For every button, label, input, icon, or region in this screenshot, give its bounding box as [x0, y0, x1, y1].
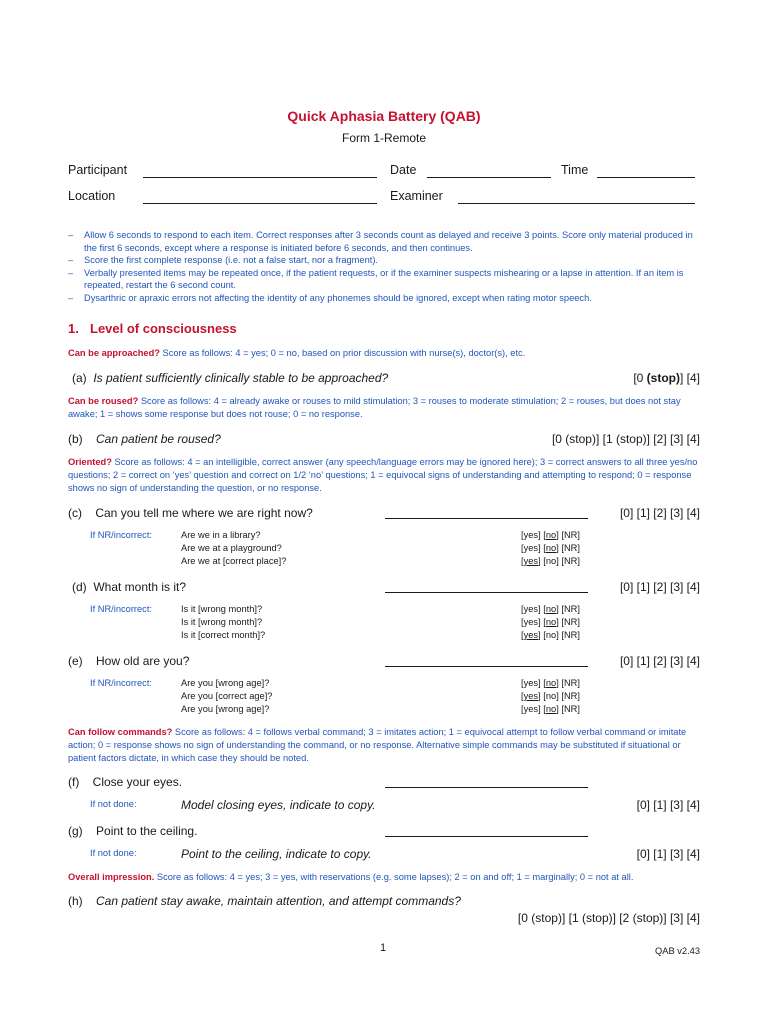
- examiner-field[interactable]: [458, 203, 695, 204]
- option-no[interactable]: [no]: [543, 630, 559, 640]
- roused-lead: Can be roused?: [68, 396, 139, 406]
- answer-g-field[interactable]: [385, 836, 588, 837]
- followup-d-3: Is it [correct month]?: [181, 630, 266, 640]
- page-number: 1: [380, 942, 387, 954]
- cue-g: Point to the ceiling, indicate to copy.: [181, 847, 372, 861]
- option-no[interactable]: [no]: [543, 543, 559, 553]
- option-no[interactable]: [no]: [543, 704, 559, 714]
- commands-text: Score as follows: 4 = follows verbal command; 3 = imitates action; 1 = equivocal attempt to follow verbal command or imitate action; 0 = response shows no sign of understanding the command, or no response. Alternative simple commands may be substituted if situational or patient factors dictate, in which case they should be noted.: [68, 727, 687, 763]
- question-d: [72, 580, 186, 594]
- option-no[interactable]: [no]: [543, 556, 559, 566]
- option-nr[interactable]: [NR]: [561, 556, 580, 566]
- if-nr-label-c: If NR/incorrect:: [90, 530, 152, 540]
- participant-field[interactable]: [143, 177, 377, 178]
- option-no[interactable]: [no]: [543, 691, 559, 701]
- question-e-text: How old are you?: [96, 654, 190, 668]
- question-g: [68, 824, 197, 838]
- score-a-post: ] [4]: [679, 371, 700, 385]
- date-field[interactable]: [427, 177, 551, 178]
- option-yes[interactable]: [yes]: [521, 630, 541, 640]
- answer-e-field[interactable]: [385, 666, 588, 667]
- option-yes[interactable]: [yes]: [521, 617, 541, 627]
- option-yes[interactable]: [yes]: [521, 530, 541, 540]
- question-e-label: (e): [68, 654, 83, 668]
- question-e: [68, 654, 189, 668]
- yn-c-3[interactable]: [521, 556, 580, 566]
- question-a: [72, 371, 388, 385]
- option-no[interactable]: [no]: [543, 678, 559, 688]
- if-not-done-g: If not done:: [90, 848, 137, 858]
- option-nr[interactable]: [NR]: [561, 530, 580, 540]
- score-a-pre: [0: [633, 371, 647, 385]
- followup-c-3: Are we at [correct place]?: [181, 556, 287, 566]
- participant-label: Participant: [68, 163, 128, 177]
- question-d-text: What month is it?: [93, 580, 187, 594]
- examiner-label: Examiner: [390, 189, 443, 203]
- option-yes[interactable]: [yes]: [521, 543, 541, 553]
- option-yes[interactable]: [yes]: [521, 604, 541, 614]
- yn-c-1[interactable]: [521, 530, 580, 540]
- followup-e-1: Are you [wrong age]?: [181, 678, 270, 688]
- question-f-label: (f): [68, 775, 80, 789]
- answer-c-field[interactable]: [385, 518, 588, 519]
- question-g-text: Point to the ceiling.: [96, 824, 198, 838]
- overall-text: Score as follows: 4 = yes; 3 = yes, with reservations (e.g. some lapses); 2 = on and off; 1 = marginally; 0 = not at all.: [154, 872, 634, 882]
- roused-instructions: [68, 395, 708, 421]
- option-nr[interactable]: [NR]: [561, 617, 580, 627]
- followup-e-2: Are you [correct age]?: [181, 691, 273, 701]
- form-subtitle: Form 1-Remote: [341, 131, 427, 145]
- yn-e-2[interactable]: [521, 691, 580, 701]
- followup-d-1: Is it [wrong month]?: [181, 604, 263, 614]
- yn-c-2[interactable]: [521, 543, 580, 553]
- followup-d-2: Is it [wrong month]?: [181, 617, 263, 627]
- question-a-score[interactable]: [633, 371, 700, 385]
- option-nr[interactable]: [NR]: [561, 704, 580, 714]
- approached-text: Score as follows: 4 = yes; 0 = no, based on prior discussion with nurse(s), doctor(s), etc.: [159, 348, 526, 358]
- question-a-text: Is patient sufficiently clinically stable to be approached?: [93, 371, 389, 385]
- section-number: 1.: [68, 321, 79, 336]
- yn-d-1[interactable]: [521, 604, 580, 614]
- question-e-score[interactable]: [0] [1] [2] [3] [4]: [619, 654, 700, 668]
- question-a-label: (a): [72, 371, 87, 385]
- question-b: [68, 432, 221, 446]
- question-h-text: Can patient stay awake, maintain attention, and attempt commands?: [96, 894, 461, 908]
- yn-e-3[interactable]: [521, 704, 580, 714]
- if-not-done-f: If not done:: [90, 799, 137, 809]
- question-h-label: (h): [68, 894, 83, 908]
- question-h-score[interactable]: [0 (stop)] [1 (stop)] [2 (stop)] [3] [4]: [517, 911, 700, 925]
- option-nr[interactable]: [NR]: [561, 543, 580, 553]
- yn-d-3[interactable]: [521, 630, 580, 640]
- question-f-text: Close your eyes.: [92, 775, 183, 789]
- commands-lead: Can follow commands?: [68, 727, 173, 737]
- option-no[interactable]: [no]: [543, 530, 559, 540]
- question-g-score[interactable]: [0] [1] [3] [4]: [636, 847, 700, 861]
- oriented-text: Score as follows: 4 = an intelligible, correct answer (any speech/language errors may be ignored here); 3 = correct answers to all three yes/no questions; 2 = correct on ‘yes’ question and correct on 1/2 ‘no’ questions; 1 = equivocal signs of understanding and attempting to respond; 0 = response shows no sign of understanding the question, or no response.: [68, 457, 698, 493]
- answer-d-field[interactable]: [385, 592, 588, 593]
- question-d-score[interactable]: [0] [1] [2] [3] [4]: [619, 580, 700, 594]
- cue-f: Model closing eyes, indicate to copy.: [181, 798, 376, 812]
- instruction-item: – Score the first complete response (i.e. not a false start, nor a fragment).: [68, 254, 708, 267]
- followup-e-3: Are you [wrong age]?: [181, 704, 270, 714]
- overall-lead: Overall impression.: [68, 872, 155, 882]
- roused-text: Score as follows: 4 = already awake or rouses to mild stimulation; 3 = rouses to moderate stimulation; 2 = rouses, but does not stay awake; 1 = shows some response but does not rouse; 0 = no response.: [68, 396, 681, 419]
- followup-c-2: Are we at a playground?: [181, 543, 282, 553]
- instruction-item: – Dysarthric or apraxic errors not affecting the identity of any phonemes should be ignored, except when rating motor speech.: [68, 292, 708, 305]
- question-h: [68, 894, 461, 908]
- yn-d-2[interactable]: [521, 617, 580, 627]
- section-heading: [68, 321, 237, 336]
- option-nr[interactable]: [NR]: [561, 691, 580, 701]
- followup-c-1: Are we in a library?: [181, 530, 261, 540]
- time-field[interactable]: [597, 177, 695, 178]
- option-yes[interactable]: [yes]: [521, 556, 541, 566]
- question-c-label: (c): [68, 506, 82, 520]
- section-title: Level of consciousness: [90, 321, 237, 336]
- question-f-score[interactable]: [0] [1] [3] [4]: [636, 798, 700, 812]
- question-c: [68, 506, 313, 520]
- version-label: QAB v2.43: [655, 946, 700, 956]
- approached-lead: Can be approached?: [68, 348, 160, 358]
- question-g-label: (g): [68, 824, 83, 838]
- question-c-text: Can you tell me where we are right now?: [95, 506, 313, 520]
- overall-instructions: [68, 871, 708, 884]
- question-c-score[interactable]: [0] [1] [2] [3] [4]: [619, 506, 700, 520]
- location-label: Location: [68, 189, 116, 203]
- option-nr[interactable]: [NR]: [561, 604, 580, 614]
- instruction-item: – Allow 6 seconds to respond to each item. Correct responses after 3 seconds count as delayed and receive 3 points. Score only material produced in the first 6 seconds, except where a response is initiated before 6 seconds, and then continues.: [68, 229, 708, 254]
- question-b-text: Can patient be roused?: [96, 432, 221, 446]
- time-label: Time: [561, 163, 589, 177]
- yn-e-1[interactable]: [521, 678, 580, 688]
- commands-instructions: [68, 726, 708, 765]
- question-f: [68, 775, 182, 789]
- form-title: Quick Aphasia Battery (QAB): [287, 108, 481, 124]
- question-b-label: (b): [68, 432, 83, 446]
- question-b-score[interactable]: [0 (stop)] [1 (stop)] [2] [3] [4]: [551, 432, 700, 446]
- if-nr-label-d: If NR/incorrect:: [90, 604, 152, 614]
- answer-f-field[interactable]: [385, 787, 588, 788]
- instructions-list: [68, 229, 708, 304]
- instruction-item: – Verbally presented items may be repeated once, if the patient requests, or if the examiner suspects mishearing or a lapse in attention. If an item is repeated, restart the 6 second count.: [68, 267, 708, 292]
- date-label: Date: [390, 163, 417, 177]
- option-yes[interactable]: [yes]: [521, 704, 541, 714]
- location-field[interactable]: [143, 203, 377, 204]
- option-nr[interactable]: [NR]: [561, 630, 580, 640]
- score-a-stop: (stop): [646, 371, 680, 385]
- option-yes[interactable]: [yes]: [521, 678, 541, 688]
- option-yes[interactable]: [yes]: [521, 691, 541, 701]
- oriented-lead: Oriented?: [68, 457, 112, 467]
- oriented-instructions: [68, 456, 708, 495]
- option-nr[interactable]: [NR]: [561, 678, 580, 688]
- question-d-label: (d): [72, 580, 87, 594]
- option-no[interactable]: [no]: [543, 617, 559, 627]
- option-no[interactable]: [no]: [543, 604, 559, 614]
- if-nr-label-e: If NR/incorrect:: [90, 678, 152, 688]
- approached-instructions: [68, 347, 708, 360]
